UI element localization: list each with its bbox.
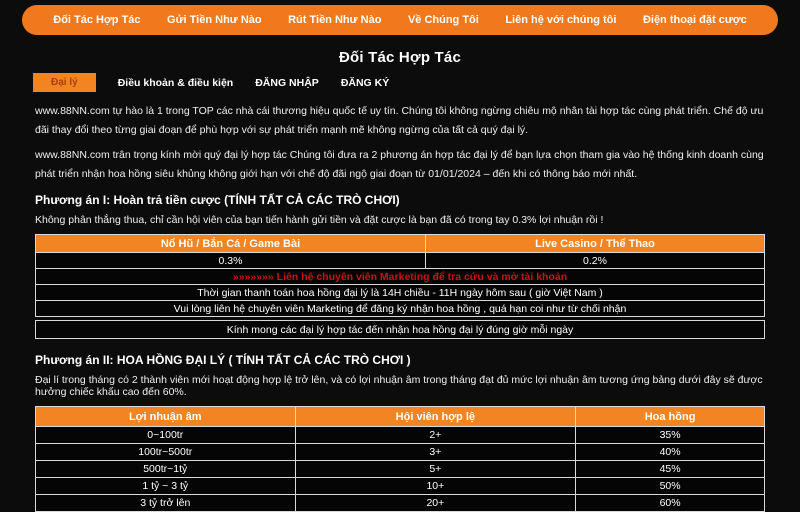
nav-item-about[interactable]: Về Chúng Tôi	[407, 14, 479, 26]
tier-members: 20+	[295, 495, 576, 512]
nav-item-contact[interactable]: Liên hệ với chúng tôi	[505, 14, 617, 26]
tab-terms[interactable]: Điều khoản & điều kiện	[117, 76, 234, 89]
tier-commission: 50%	[576, 478, 765, 495]
plan1-rate-slots: 0.3%	[36, 253, 426, 269]
table-row	[36, 235, 765, 253]
tab-login[interactable]: ĐĂNG NHẬP	[255, 76, 319, 89]
table-row	[36, 478, 765, 495]
tier-members: 5+	[295, 461, 576, 478]
tier-range: 0~100tr	[36, 427, 296, 444]
plan1-col-header-casino: Live Casino / Thể Thao	[426, 235, 765, 253]
table-row	[36, 427, 765, 444]
plan2-heading: Phương án II: HOA HỒNG ĐẠI LÝ ( TÍNH TẤT CẢ CÁC TRÒ CHƠI )	[35, 353, 411, 367]
nav-item-phone-betting[interactable]: Điện thoại đặt cược	[642, 14, 747, 26]
plan1-table	[35, 234, 765, 317]
payment-time-note: Thời gian thanh toán hoa hồng đại lý là 14H chiều - 11H ngày hôm sau ( giờ Việt Nam )	[36, 285, 765, 301]
nav-item-deposit[interactable]: Gửi Tiền Như Nào	[167, 14, 262, 26]
plan2-col-header-valid-members: Hội viên hợp lệ	[295, 407, 576, 427]
plan1-col-header-slots: Nổ Hũ / Bắn Cá / Game Bài	[36, 235, 426, 253]
main-content	[35, 102, 765, 512]
plan1-heading: Phương án I: Hoàn trả tiền cược (TÍNH TẤT CẢ CÁC TRÒ CHƠI)	[35, 193, 400, 207]
table-row	[36, 407, 765, 427]
plan2-col-header-negative-profit: Lợi nhuận âm	[36, 407, 296, 427]
tab-bar	[33, 73, 800, 92]
tier-commission: 40%	[576, 444, 765, 461]
plan1-description: Không phân thắng thua, chỉ cần hội viên của bạn tiến hành gửi tiền và đặt cược là bạn đã có trong tay 0.3% lợi nhuận rồi !	[35, 214, 604, 226]
top-navbar	[22, 5, 778, 35]
table-row	[36, 253, 765, 269]
tier-range: 100tr~500tr	[36, 444, 296, 461]
nav-item-partner[interactable]: Đối Tác Hợp Tác	[53, 14, 141, 26]
plan1-rate-casino: 0.2%	[426, 253, 765, 269]
table-row	[36, 301, 765, 317]
intro-paragraph-2: www.88NN.com trân trọng kính mời quý đại lý hợp tác Chúng tôi đưa ra 2 phương án hợp tác đại lý để bạn lựa chọn tham gia vào hệ thống kinh doanh cùng phát triển nhận hoa hồng siêu khủng không giới hạn với chế độ đãi ngộ giai đoạn từ 01/01/2024 – đến khi có thông báo mới nhất.	[35, 149, 764, 180]
tier-members: 2+	[295, 427, 576, 444]
tier-members: 10+	[295, 478, 576, 495]
tier-range: 1 tỷ ~ 3 tỷ	[36, 478, 296, 495]
tier-range: 3 tỷ trở lên	[36, 495, 296, 512]
nav-item-withdraw[interactable]: Rút Tiền Như Nào	[288, 14, 382, 26]
tier-commission: 45%	[576, 461, 765, 478]
register-commission-note: Vui lòng liên hệ chuyên viên Marketing để đăng ký nhận hoa hồng , quá hạn coi như từ chối nhận	[36, 301, 765, 317]
table-row	[36, 495, 765, 512]
table-row	[36, 461, 765, 478]
plan2-description: Đại lí trong tháng có 2 thành viên mới hoạt động hợp lệ trở lên, và có lợi nhuận âm trong tháng đạt đủ mức lợi nhuận âm tương ứng bảng dưới đây sẽ được hưởng chiếc khấu cao đến 60%.	[35, 374, 763, 398]
intro-paragraph-1: www.88NN.com tự hào là 1 trong TOP các nhà cái thương hiệu quốc tế uy tín. Chúng tôi không ngừng chiêu mộ nhân tài hợp tác cùng phát triển. Chế độ ưu đãi thay đổi theo từng giai đoạn để phù hợp với sự phát triển mạnh mẽ không ngừng của tất cả quý đại lý.	[35, 105, 764, 136]
table-row	[36, 285, 765, 301]
table-row	[36, 269, 765, 285]
page-title: Đối Tác Hợp Tác	[338, 49, 462, 66]
tier-commission: 60%	[576, 495, 765, 512]
tab-register[interactable]: ĐĂNG KÝ	[340, 76, 390, 89]
plan2-table	[35, 406, 765, 512]
on-time-note: Kính mong các đại lý hợp tác đến nhận hoa hồng đại lý đúng giờ mỗi ngày	[35, 320, 765, 339]
tier-commission: 35%	[576, 427, 765, 444]
tier-range: 500tr~1tỷ	[36, 461, 296, 478]
marketing-notice: »»»»»»» Liên hệ chuyên viên Marketing để tra cứu và mở tài khoản	[36, 269, 765, 285]
table-row	[36, 444, 765, 461]
tab-agency[interactable]: Đại lý	[33, 73, 96, 92]
tier-members: 3+	[295, 444, 576, 461]
plan2-col-header-commission: Hoa hồng	[576, 407, 765, 427]
